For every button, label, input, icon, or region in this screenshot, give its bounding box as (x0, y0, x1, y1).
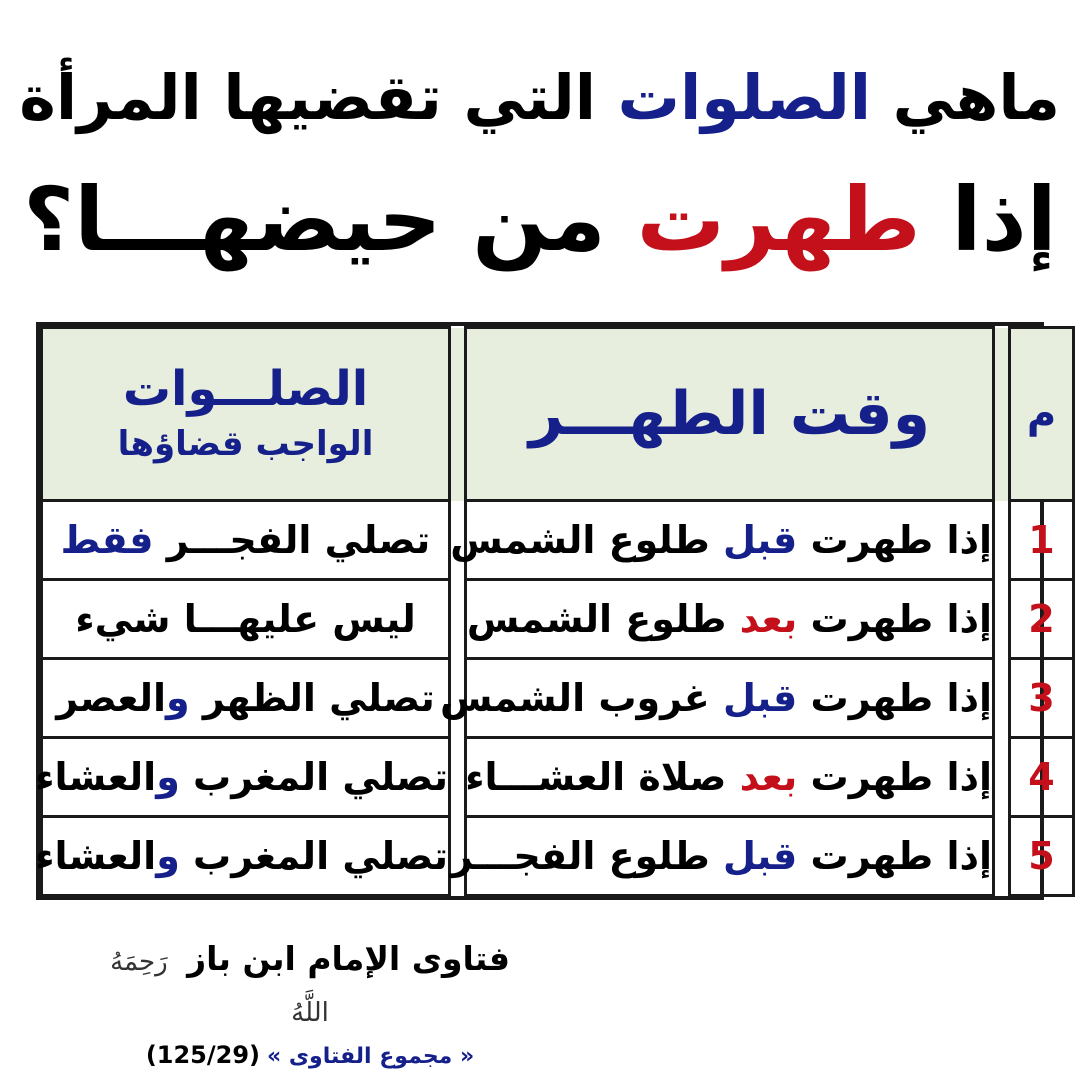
source-reference-line (100, 1037, 520, 1075)
row-purification-time (450, 501, 994, 580)
row-number: 1 (1010, 501, 1074, 580)
source-author-line (100, 935, 520, 1037)
row-required-prayers (35, 817, 450, 896)
row-spacer (994, 817, 1010, 896)
row-spacer (450, 738, 466, 817)
header-spacer (994, 328, 1010, 501)
header-prayers-title: الصلـــوات (122, 361, 369, 417)
row-prayer-main: تصلي الفجـــر (166, 518, 431, 562)
row-prayer-keyword: و (166, 676, 190, 720)
row-purification-time (439, 659, 994, 738)
source-honorific: رَحِمَهُ اللَّهُ (110, 947, 329, 1028)
table-row (42, 501, 1074, 580)
rulings-table (35, 326, 1075, 897)
row-required-prayers (35, 738, 450, 817)
row-number: 5 (1010, 817, 1074, 896)
title-line-1 (20, 58, 1060, 138)
table-row (42, 738, 1074, 817)
row-prayer-second: العصر (56, 676, 167, 720)
source-citation (100, 935, 520, 1075)
row-time-keyword: بعد (739, 597, 798, 641)
row-prayer-keyword: فقط (60, 518, 154, 562)
header-purification-time: وقت الطهـــر (466, 328, 994, 501)
row-time-suffix: طلوع الفجـــر (450, 834, 710, 878)
row-purification-time (450, 817, 994, 896)
row-spacer (994, 659, 1010, 738)
row-required-prayers (42, 659, 450, 738)
row-number: 2 (1010, 580, 1074, 659)
header-prayers (42, 328, 450, 501)
title-2-part-3: من حيضهـــا؟ (23, 168, 606, 271)
row-time-suffix: طلوع الشمس (450, 518, 710, 562)
row-time-suffix: صلاة العشـــاء (465, 755, 727, 799)
header-prayers-subtitle: الواجب قضاؤها (117, 424, 374, 464)
row-purification-time (466, 738, 994, 817)
row-time-prefix: إذا طهرت (810, 518, 992, 562)
row-prayer-second: العشاء (35, 834, 157, 878)
row-spacer (994, 580, 1010, 659)
title-1-prayers-word: الصلوات (617, 61, 872, 134)
row-prayer-second: العشاء (35, 755, 157, 799)
row-spacer (450, 580, 466, 659)
row-prayer-main: تصلي المغرب (193, 834, 448, 878)
title-1-part-1: ماهي (892, 61, 1060, 134)
table-row (42, 659, 1074, 738)
row-purification-time (466, 580, 994, 659)
row-spacer (994, 738, 1010, 817)
row-prayer-main: ليس عليهـــا شيء (75, 597, 416, 641)
row-time-prefix: إذا طهرت (810, 755, 992, 799)
row-time-prefix: إذا طهرت (810, 676, 992, 720)
row-time-prefix: إذا طهرت (810, 597, 992, 641)
source-collection: « مجموع الفتاوى » (267, 1044, 475, 1069)
rulings-table-frame (35, 322, 1057, 900)
title-2-part-1: إذا (951, 168, 1057, 271)
source-author: فتاوى الإمام ابن باز (187, 939, 510, 978)
row-time-keyword: قبل (722, 518, 798, 562)
row-time-suffix: طلوع الشمس (466, 597, 727, 641)
row-prayer-main: تصلي الظهر (202, 676, 435, 720)
header-spacer (450, 328, 466, 501)
source-reference: (125/29) (145, 1041, 261, 1069)
row-time-keyword: بعد (739, 755, 798, 799)
table-row (42, 580, 1074, 659)
row-required-prayers (42, 501, 450, 580)
table-header-row (42, 328, 1074, 501)
row-prayer-main: تصلي المغرب (193, 755, 448, 799)
row-time-suffix: غروب الشمس (439, 676, 710, 720)
title-line-2 (20, 160, 1060, 280)
row-spacer (994, 501, 1010, 580)
row-prayer-keyword: و (156, 755, 180, 799)
row-time-keyword: قبل (722, 834, 798, 878)
row-time-keyword: قبل (722, 676, 798, 720)
table-row (42, 817, 1074, 896)
header-number: م (1010, 328, 1074, 501)
row-required-prayers (42, 580, 450, 659)
row-number: 3 (1010, 659, 1074, 738)
row-prayer-keyword: و (156, 834, 180, 878)
title-2-purified-word: طهرت (636, 168, 921, 271)
title-1-part-3: التي تقضيها المرأة (19, 61, 597, 134)
row-time-prefix: إذا طهرت (810, 834, 992, 878)
row-number: 4 (1010, 738, 1074, 817)
